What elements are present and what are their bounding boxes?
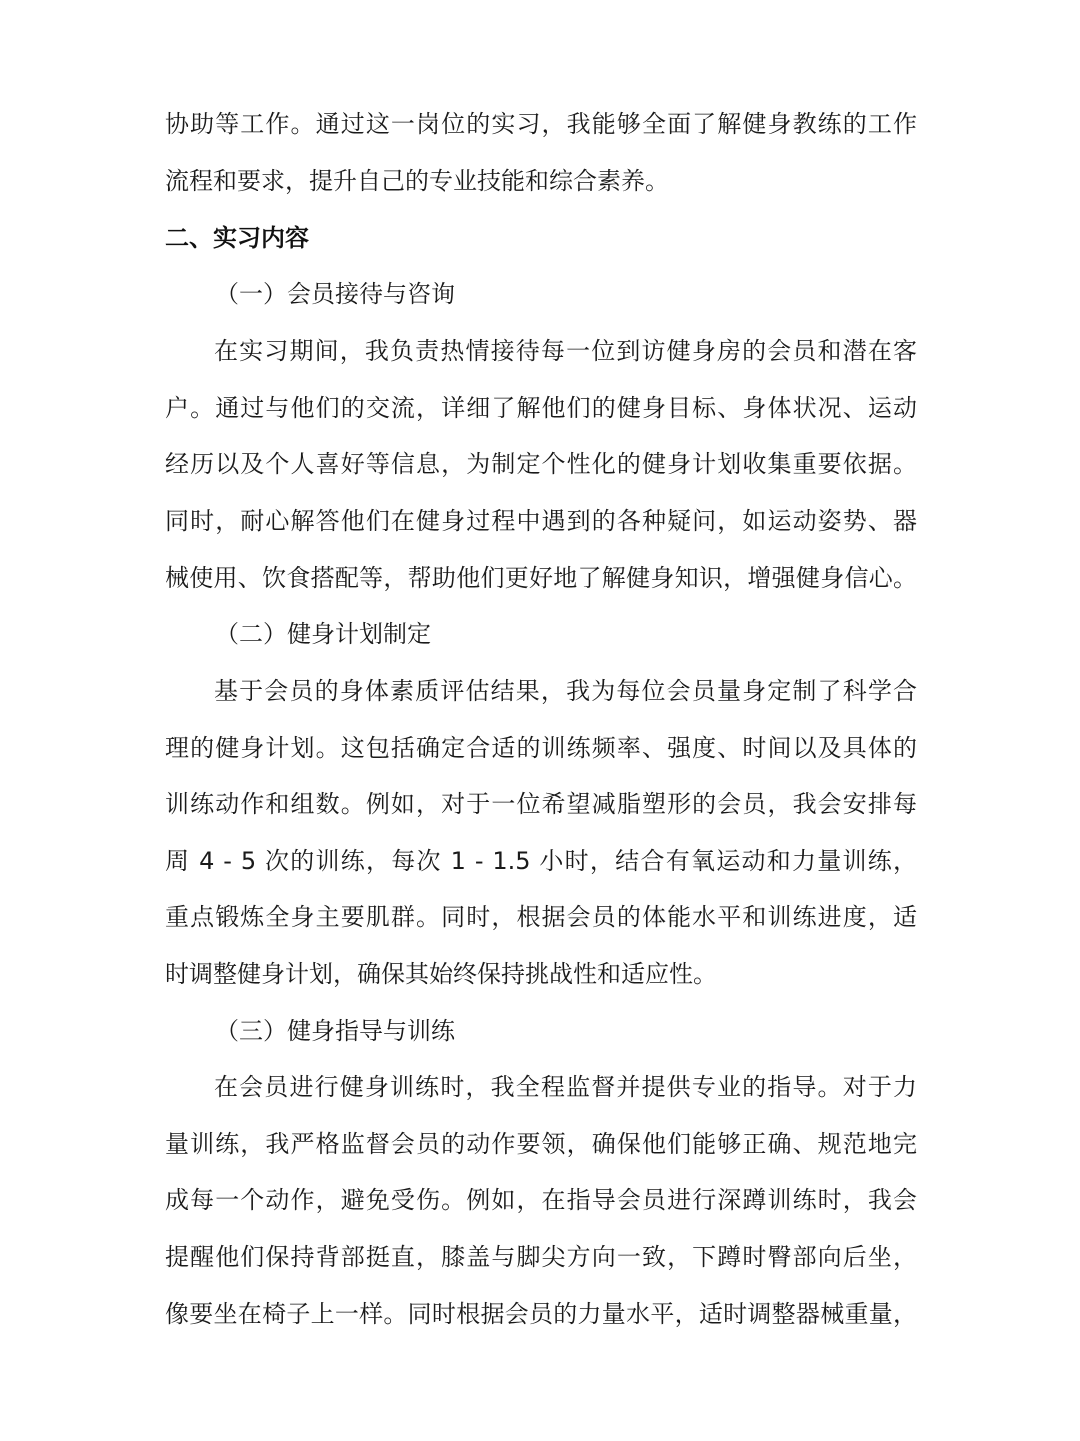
paragraph-line: 流程和要求，提升自己的专业技能和综合素养。: [165, 167, 669, 195]
paragraph-line: 重点锻炼全身主要肌群。同时，根据会员的体能水平和训练进度，适: [165, 903, 917, 931]
subsection-heading: （二）健身计划制定: [215, 620, 431, 648]
paragraph-line: 基于会员的身体素质评估结果，我为每位会员量身定制了科学合: [214, 677, 917, 705]
paragraph-line: 在会员进行健身训练时，我全程监督并提供专业的指导。对于力: [214, 1073, 917, 1101]
subsection-heading: （三）健身指导与训练: [215, 1017, 455, 1045]
paragraph-line: 经历以及个人喜好等信息，为制定个性化的健身计划收集重要依据。: [165, 450, 917, 478]
paragraph-line: 协助等工作。通过这一岗位的实习，我能够全面了解健身教练的工作: [165, 110, 917, 138]
paragraph-line: 时调整健身计划，确保其始终保持挑战性和适应性。: [165, 960, 717, 988]
paragraph-line: 在实习期间，我负责热情接待每一位到访健身房的会员和潜在客: [214, 337, 917, 365]
section-heading: 二、实习内容: [165, 224, 309, 252]
paragraph-line: 量训练，我严格监督会员的动作要领，确保他们能够正确、规范地完: [165, 1130, 917, 1158]
subsection-heading: （一）会员接待与咨询: [215, 280, 455, 308]
paragraph-line: 械使用、饮食搭配等，帮助他们更好地了解健身知识，增强健身信心。: [165, 564, 917, 592]
paragraph-line: 像要坐在椅子上一样。同时根据会员的力量水平，适时调整器械重量，: [165, 1300, 917, 1328]
paragraph-line: 提醒他们保持背部挺直，膝盖与脚尖方向一致，下蹲时臀部向后坐，: [165, 1243, 917, 1271]
paragraph-line: 训练动作和组数。例如，对于一位希望减脂塑形的会员，我会安排每: [165, 790, 917, 818]
paragraph-line: 户。通过与他们的交流，详细了解他们的健身目标、身体状况、运动: [165, 394, 917, 422]
paragraph-line: 同时，耐心解答他们在健身过程中遇到的各种疑问，如运动姿势、器: [165, 507, 917, 535]
paragraph-line: 成每一个动作，避免受伤。例如，在指导会员进行深蹲训练时，我会: [165, 1186, 917, 1214]
paragraph-line: 周 4 - 5 次的训练，每次 1 - 1.5 小时，结合有氧运动和力量训练，: [165, 847, 917, 875]
paragraph-line: 理的健身计划。这包括确定合适的训练频率、强度、时间以及具体的: [165, 734, 917, 762]
